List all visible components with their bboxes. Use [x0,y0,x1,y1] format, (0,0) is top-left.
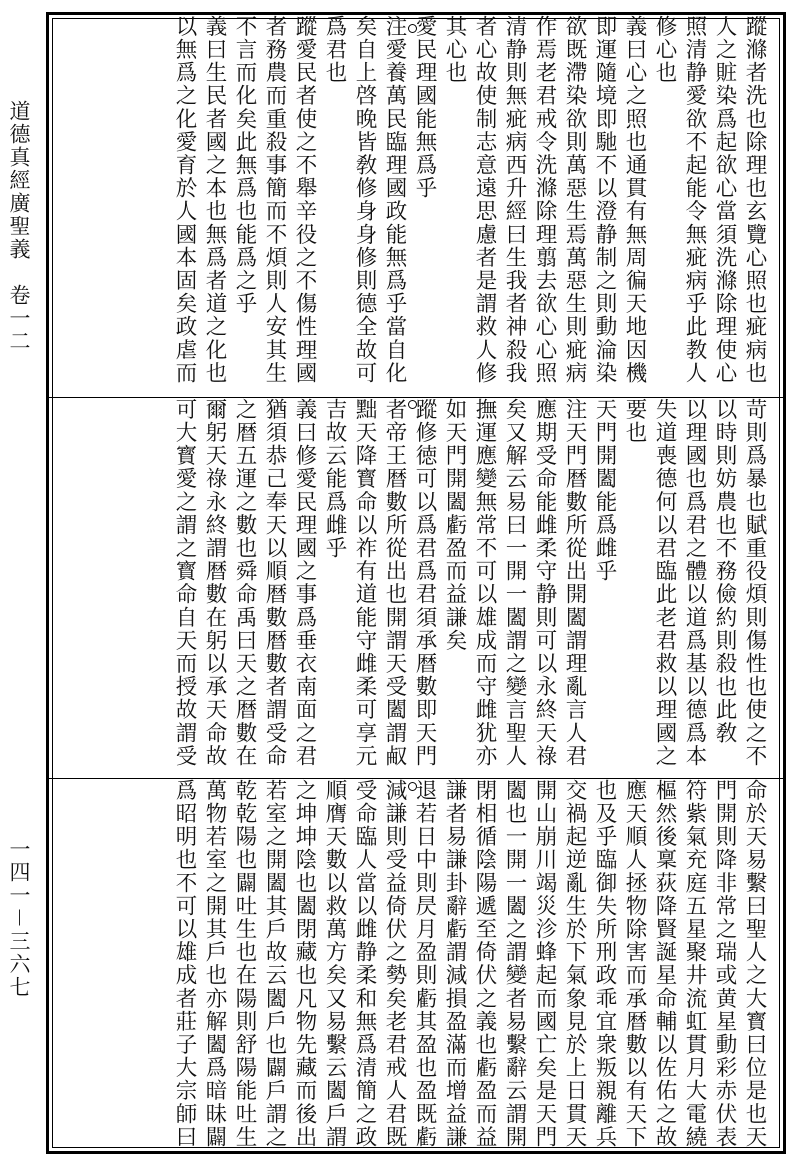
register-top-text [169,15,769,392]
text-column: 乾乾陽也闢吐生也在陽則舒陽能吐生 [232,779,257,1149]
text-column: 閉相循陰陽遞至倚伏之義也虧盈而益 [472,779,497,1149]
text-column: 應期受命能雌柔守静則可以永終天祿 [532,398,557,768]
text-column: 之暦五運之數也舜命禹曰天之暦數在 [232,398,257,768]
text-column: 照清静愛欲不起能令無疵病乎此教人 [682,15,707,385]
register-bottom-text [169,779,769,1152]
text-column: 應天順人拯物除害而承暦數以有天下 [622,779,647,1149]
punctuation-circle-bottom [408,782,417,791]
text-column: 爲君也 [322,15,347,85]
text-column: 之坤坤陰也闔閉藏也凡物先藏而後出 [292,779,317,1149]
text-column: 者務農而重殺事簡而不煩則人安其生 [262,15,287,385]
register-middle [49,397,783,774]
text-column: 也及乎臨御失所刑政乖宜衆叛親離兵 [592,779,617,1149]
text-column: 可大寳愛之謂之寳命自天而授故謂受 [172,398,197,768]
text-column: 萬物若室之開其戶也亦解闔爲暗昧闢 [202,779,227,1149]
text-column: 蹤滌者洗也除理也玄覽心照也疵病也 [742,15,767,385]
text-column: 樞然後稟荻降賢誕星命輔以佐佑之故 [652,779,677,1149]
text-column: 注天門暦數所從出開闔謂理亂言人君 [562,398,587,768]
text-column: 謙者易謙卦辭虧謂減損盈滿而增益謙 [442,779,467,1149]
text-column: 撫運應變無常不可以雄成而守雌犹亦 [472,398,497,768]
text-column: 猶須恭己奉天以順暦數暦數者謂受命 [262,398,287,768]
text-column: 以理國也爲君之體以道爲基以德爲本 [682,398,707,768]
text-column: 注愛養萬民臨理國政能無爲乎當自化 [382,15,407,385]
text-column: 矣自上啓晚皆敎修身身修則德全故可 [352,15,377,385]
text-column: 清静則無疵病西升經曰生我者神殺我 [502,15,527,385]
text-column: 受命臨人當以雌静柔和無爲清簡之政 [352,779,377,1149]
register-top [49,15,783,392]
text-column: 愛民理國能無爲乎 [412,15,437,200]
text-column: 即運隨境即馳不以澄静制之則動淪染 [592,15,617,385]
text-column: 其心也 [442,15,467,85]
text-column: 者帝王暦數所從出也開謂天受闔謂㕟 [382,398,407,768]
text-column: 欲既滯染欲則萬惡生焉萬惡生則疵病 [562,15,587,385]
text-column: 作焉老君戒令洗滌除理翦去欲心心照 [532,15,557,385]
text-column: 者心故使制志意遠思慮者是謂救人修 [472,15,497,385]
text-column: 蹤修徳可以爲君爲君須承暦數即天門 [412,398,437,768]
text-column: 義曰心之照也通貫有無周徧天地因機 [622,15,647,385]
register-middle-text [169,398,769,774]
punctuation-circle-middle [408,400,417,409]
text-column: 不言而化矣此無爲也能爲之乎 [232,15,257,316]
page-number: 一四一－三六七 [7,838,31,999]
text-column: 黜天降寳命以祚有道能守雌柔可享元 [352,398,377,768]
text-column: 開山崩川竭災沴蜂起而國亡矣是天門 [532,779,557,1149]
text-column: 減謙則受益倚伏之勢矣老君戒人君既 [382,779,407,1149]
text-column: 爲昭明也不可以雄成者莊子大宗師曰 [172,779,197,1149]
text-column: 闔也一開一闔之謂變者易繫辭云謂開 [502,779,527,1149]
text-column: 義曰生民者國之本也無爲者道之化也 [202,15,227,385]
text-frame [46,12,786,1154]
text-column: 以無爲之化愛育於人國本固矣政虐而 [172,15,197,385]
text-column: 失道喪德何以君臨此老君救以理國之 [652,398,677,768]
punctuation-circle-top [408,24,417,33]
text-column: 符紫氣充庭五星聚井流虹貫月大電繞 [682,779,707,1149]
text-column: 天門開闔能爲雌乎 [592,398,617,583]
text-column: 退若日中則昃月盈則虧其盈也盈既虧 [412,779,437,1149]
register-bottom [49,778,783,1152]
text-column: 命於天易繫曰聖人之大寳曰位是也天 [742,779,767,1149]
text-column: 爾躬天祿永終謂暦數在躬以承天命故 [202,398,227,768]
text-column: 修心也 [652,15,677,85]
text-column: 交禍起逆亂生於下氣象見於上日貫天 [562,779,587,1149]
text-column: 如天門開闔虧盈而益謙矣 [442,398,467,653]
text-column: 吉故云能爲雌乎 [322,398,347,560]
text-column: 義曰修愛民理國之事爲垂衣南面之君 [292,398,317,768]
text-column: 人之賍染爲起欲心當須洗滌除理使心 [712,15,737,385]
margin-title: 道德真經廣聖義 卷一二 [7,100,31,353]
text-column: 蹤愛民者使之不舉辛役之不傷性理國 [292,15,317,385]
text-column: 要也 [622,398,647,445]
text-column: 門開則降非常之瑞或黄星動彩赤伏表 [712,779,737,1149]
text-column: 苛則爲暴也賦重役煩則傷性也使之不 [742,398,767,768]
text-column: 順膺天數以救萬方矣又易繫云闔戶謂 [322,779,347,1149]
text-column: 若室之開闔其戶故云闔戶也闢戶謂之 [262,779,287,1149]
text-column: 以時則妨農也不務儉約則殺也此敎 [712,398,737,745]
text-column: 矣又解云易曰一開一闔謂之變言聖人 [502,398,527,768]
